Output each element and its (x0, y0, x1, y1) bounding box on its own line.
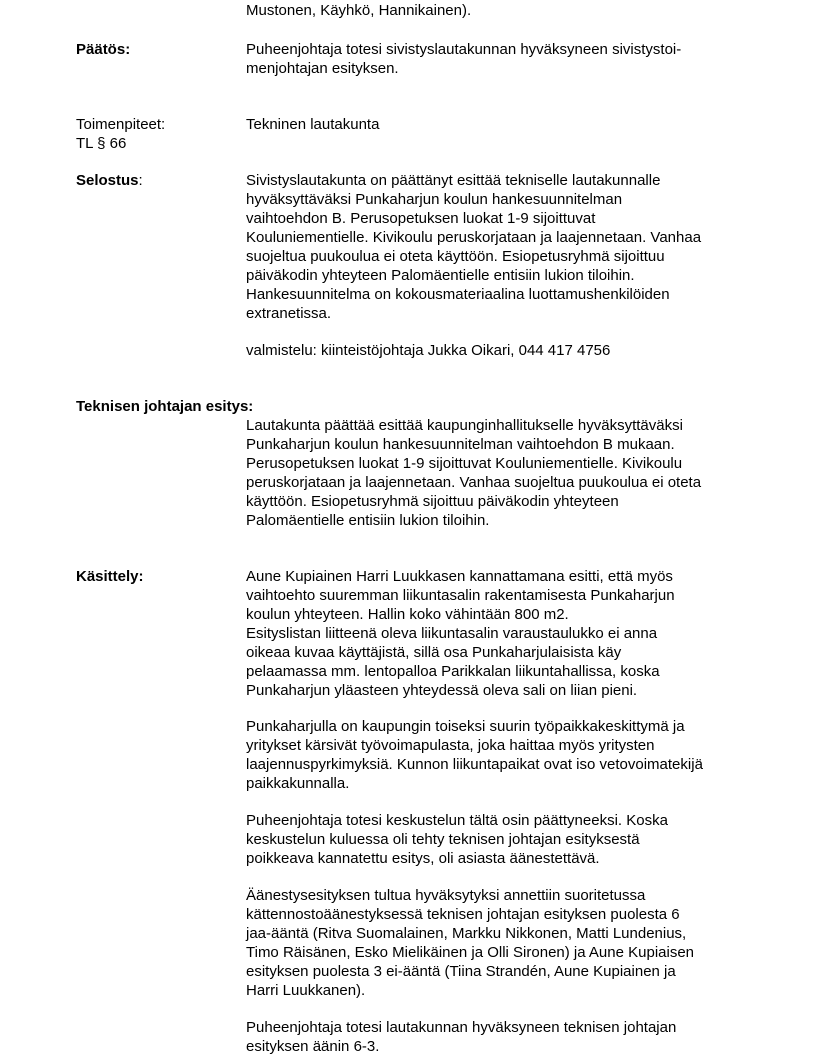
text-line: Punkaharjun yläasteen yhteydessä oleva sali on liian pieni. (246, 682, 638, 699)
text-line: Puheenjohtaja totesi keskustelun tältä osin päättyneeksi. Koska (246, 812, 668, 829)
selostus-label-text: Selostus (76, 172, 139, 189)
selostus-label (76, 171, 143, 190)
text-line: extranetissa. (246, 305, 332, 322)
text-line: peruskorjataan ja laajennetaan. Vanhaa suojeltua puukoulua ei oteta (246, 474, 702, 491)
kasittely-paragraph-1 (246, 567, 675, 700)
selostus-text (246, 171, 701, 323)
text-line: vaihtoehto suuremman liikuntasalin rakentamisesta Punkaharjun (246, 587, 675, 604)
text-line: Esityslistan liitteenä oleva liikuntasalin varaustaulukko ei anna (246, 625, 658, 642)
kasittely-paragraph-5 (246, 1018, 676, 1056)
text-line: Palomäentielle entisiin lukion tiloihin. (246, 512, 490, 529)
text-line: Kouluniementielle. Kivikoulu peruskorjataan ja laajennetaan. Vanhaa (246, 229, 702, 246)
text-line: suojeltua puukoulua ei oteta käyttöön. Esiopetusryhmä sijoittuu (246, 248, 665, 265)
previous-section-continuation: Mustonen, Käyhkö, Hannikainen). (246, 2, 472, 19)
toimenpiteet-reference: TL § 66 (76, 135, 127, 152)
text-line: laajennuspyrkimyksiä. Kunnon liikuntapaikat ovat iso vetovoimatekijä (246, 756, 703, 773)
kasittely-label: Käsittely: (76, 568, 144, 585)
text-line: keskustelun kuluessa oli tehty teknisen johtajan esityksestä (246, 831, 640, 848)
text-line: esityksen äänin 6-3. (246, 1038, 380, 1055)
paatos-text (246, 40, 681, 78)
text-line: oikeaa kuvaa käyttäjistä, sillä osa Punkaharjulaisista käy (246, 644, 622, 661)
text-line: esityksen puolesta 3 ei-ääntä (Tiina Strandén, Aune Kupiainen ja (246, 963, 676, 980)
text-line: menjohtajan esityksen. (246, 60, 399, 77)
toimenpiteet-value: Tekninen lautakunta (246, 116, 380, 133)
text-line: poikkeava kannatettu esitys, oli asiasta äänestettävä. (246, 850, 600, 867)
text-line: jaa-ääntä (Ritva Suomalainen, Markku Nikkonen, Matti Lundenius, (246, 925, 687, 942)
text-line: Sivistyslautakunta on päättänyt esittää tekniselle lautakunnalle (246, 172, 661, 189)
paatos-label: Päätös: (76, 41, 131, 58)
text-line: käyttöön. Esiopetusryhmä sijoittuu päiväkodin yhteyteen (246, 493, 619, 510)
text-line: Hankesuunnitelma on kokousmateriaalina luottamushenkilöiden (246, 286, 670, 303)
text-line: pelaamassa mm. lentopalloa Parikkalan liikuntahallissa, koska (246, 663, 660, 680)
text-line: kättennostoäänestyksessä teknisen johtajan esityksen puolesta 6 (246, 906, 680, 923)
text-line: paikkakunnalla. (246, 775, 350, 792)
text-line: Harri Luukkanen). (246, 982, 366, 999)
text-line: Puheenjohtaja totesi lautakunnan hyväksyneen teknisen johtajan (246, 1019, 677, 1036)
kasittely-paragraph-2 (246, 717, 703, 793)
text-line: yritykset kärsivät työvoimapulasta, joka haittaa myös yritysten (246, 737, 655, 754)
kasittely-paragraph-3 (246, 811, 668, 868)
esitys-label: Teknisen johtajan esitys: (76, 398, 254, 415)
text-line: Lautakunta päättää esittää kaupunginhallitukselle hyväksyttäväksi (246, 417, 683, 434)
text-line: hyväksyttäväksi Punkaharjun koulun hankesuunnitelman (246, 191, 623, 208)
esitys-text (246, 416, 701, 530)
kasittely-paragraph-4 (246, 886, 694, 1000)
text-line: Perusopetuksen luokat 1-9 sijoittuvat Kouluniementielle. Kivikoulu (246, 455, 683, 472)
text-line: Äänestysesityksen tultua hyväksytyksi annettiin suoritetussa (246, 887, 646, 904)
text-line: Aune Kupiainen Harri Luukkasen kannattamana esitti, että myös (246, 568, 673, 585)
text-line: Timo Räisänen, Esko Mielikäinen ja Olli Sironen) ja Aune Kupiaisen (246, 944, 695, 961)
text-line: päiväkodin yhteyteen Palomäentielle entisiin lukion tiloihin. (246, 267, 635, 284)
text-line: Punkaharjulla on kaupungin toiseksi suurin työpaikkakeskittymä ja (246, 718, 685, 735)
selostus-label-colon: : (138, 172, 143, 189)
text-line: Puheenjohtaja totesi sivistyslautakunnan hyväksyneen sivistystoi- (246, 41, 682, 58)
toimenpiteet-label: Toimenpiteet: (76, 116, 166, 133)
text-line: vaihtoehdon B. Perusopetuksen luokat 1-9 sijoittuvat (246, 210, 596, 227)
valmistelu-line: valmistelu: kiinteistöjohtaja Jukka Oikari, 044 417 4756 (246, 342, 611, 359)
text-line: Punkaharjun koulun hankesuunnitelman vaihtoehdon B mukaan. (246, 436, 675, 453)
text-line: koulun yhteyteen. Hallin koko vähintään 800 m2. (246, 606, 569, 623)
